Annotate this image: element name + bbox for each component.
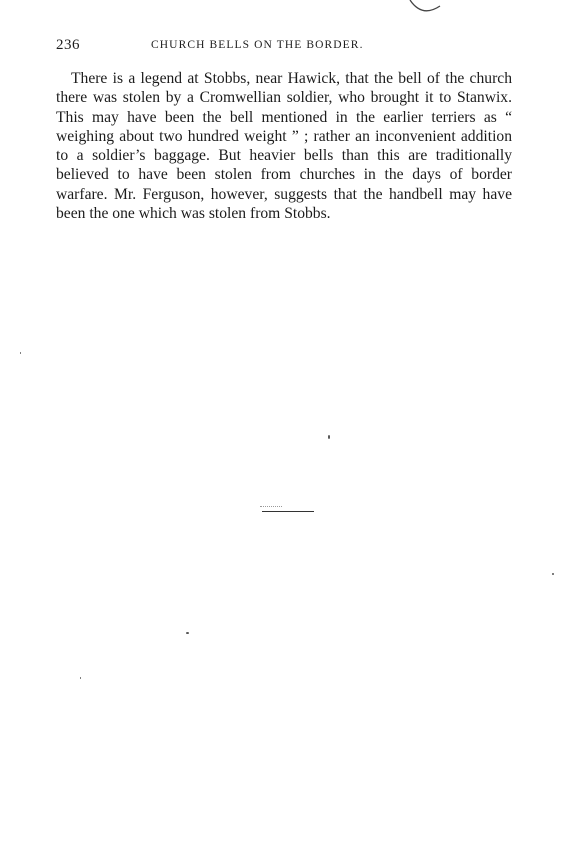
rule-dots bbox=[260, 506, 282, 509]
print-speck bbox=[20, 352, 21, 354]
print-speck bbox=[328, 435, 330, 439]
running-title: CHURCH BELLS ON THE BORDER. bbox=[151, 39, 364, 51]
print-speck bbox=[186, 632, 189, 634]
print-speck bbox=[552, 573, 554, 575]
print-speck bbox=[80, 677, 81, 679]
running-head bbox=[56, 37, 512, 57]
section-end-rule bbox=[262, 511, 314, 512]
page-corner-mark bbox=[408, 0, 442, 18]
page-number: 236 bbox=[56, 37, 80, 53]
body-paragraph: There is a legend at Stobbs, near Hawick, that the bell of the church there was stolen by a Cromwellian soldier, who brought it to Stanwix. This may have been the bell mentioned in the earlier terriers as “ weighing about two hundred weight ” ; rather an inconvenient addition to a soldier’s baggage. But heavier bells than this are traditionally believed to have been stolen from churches in the days of border warfare. Mr. Ferguson, however, suggests that the handbell may have been the one which was stolen from Stobbs. bbox=[56, 70, 512, 223]
